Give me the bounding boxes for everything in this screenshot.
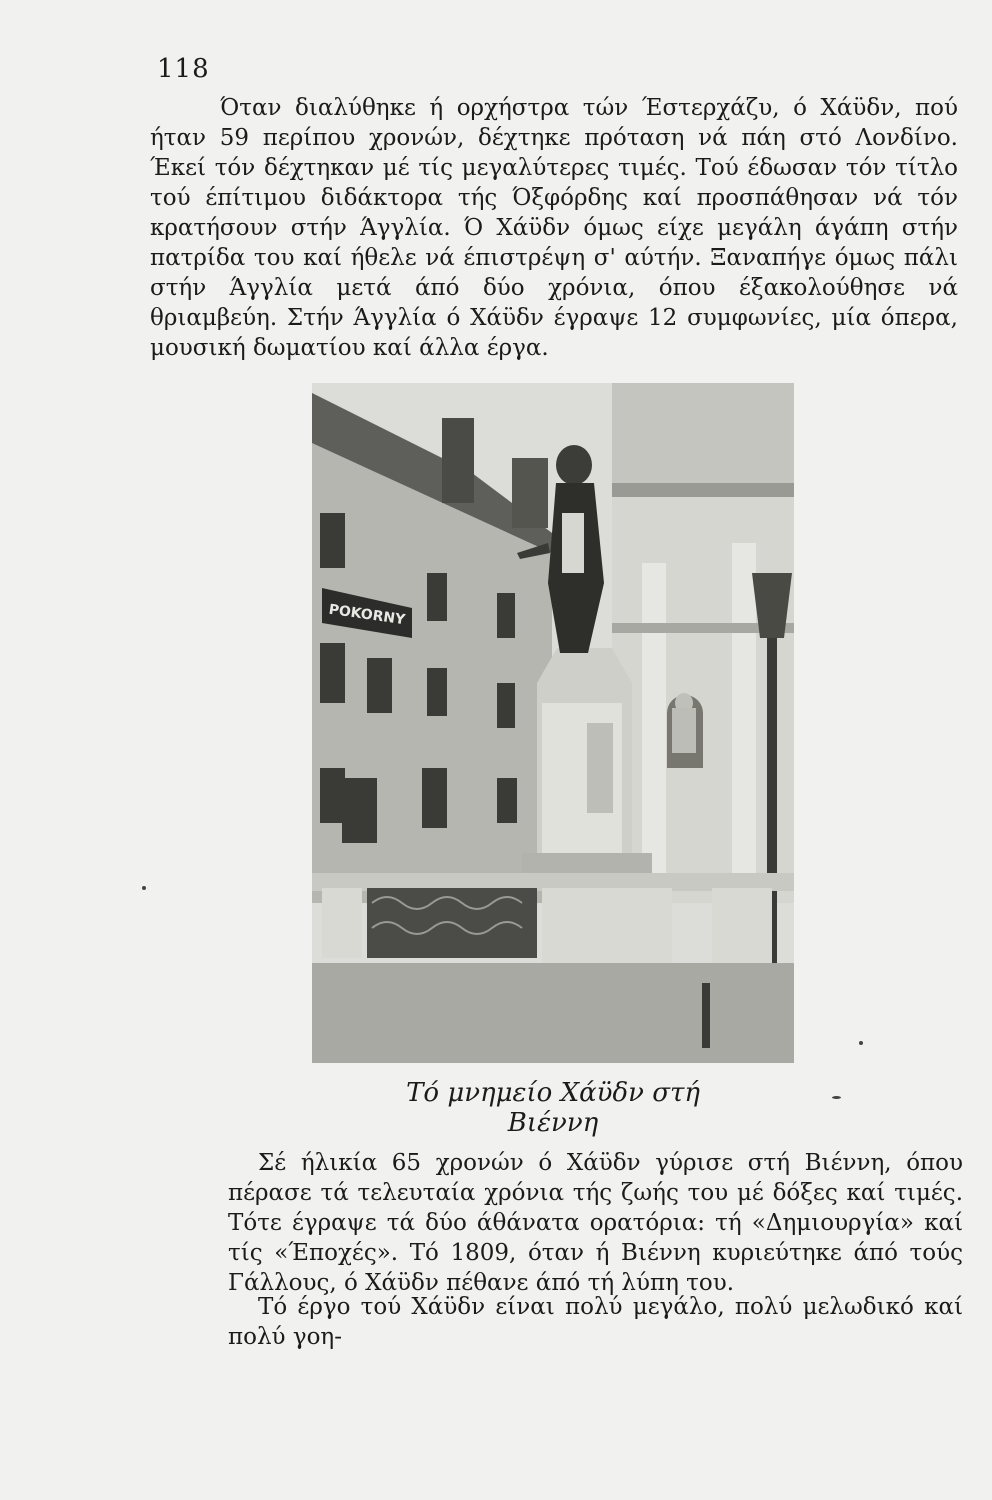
paragraph-work: Τό έργο τού Χάϋδν είναι πολύ μεγάλο, πολύ μελωδικό καί πολύ γοη- (228, 1294, 963, 1350)
print-speck (859, 1041, 863, 1045)
paragraph-vienna: Σέ ήλικία 65 χρονών ό Χάϋδν γύρισε στή Βιέννη, όπου πέρασε τά τελευταία χρόνια τής ζωής του μέ δόξες καί τιμές. Τότε έγραψε τά δύο άθάνατα ορατόρια: τή «Δημιουργία» καί τίς «Έποχές». Τό 1809, όταν ή Βιέννη κυριεύτηκε άπό τούς Γάλλους, ό Χάϋδν πέθανε άπό τή λύπη του. (228, 1150, 963, 1296)
print-speck (142, 886, 146, 890)
photo-caption: Τό μνημείο Χάϋδν στή Βιέννη (406, 1078, 700, 1138)
shop-sign-text: POKORNY (327, 601, 407, 629)
paragraph-london: Όταν διαλύθηκε ή ορχήστρα τών Έστερχάζυ, ό Χάϋδν, πού ήταν 59 περίπου χρονών, δέχτηκε πρόταση νά πάη στό Λονδίνο. Έκεί τόν δέχτηκαν μέ τίς μεγαλύτερες τιμές. Τού έδωσαν τόν τίτλο τού έπίτιμου διδάκτορα τής Όξφόρδης καί προσπάθησαν νά τόν κρατήσουν στήν Άγγλία. Ό Χάϋδν όμως είχε μεγάλη άγάπη στήν πατρίδα του καί ήθελε νά έπιστρέψη σ' αύτήν. Ξαναπήγε όμως πάλι στήν Άγγλία μετά άπό δύο χρόνια, όπου έξακολούθησε νά θριαμβεύη. Στήν Άγγλία ό Χάϋδν έγραψε 12 συμφωνίες, μία όπερα, μουσική δωματίου καί άλλα έργα. (150, 95, 958, 361)
print-speck (832, 1096, 841, 1099)
haydn-monument-photo (312, 383, 794, 1063)
page-number: 118 (157, 54, 210, 84)
